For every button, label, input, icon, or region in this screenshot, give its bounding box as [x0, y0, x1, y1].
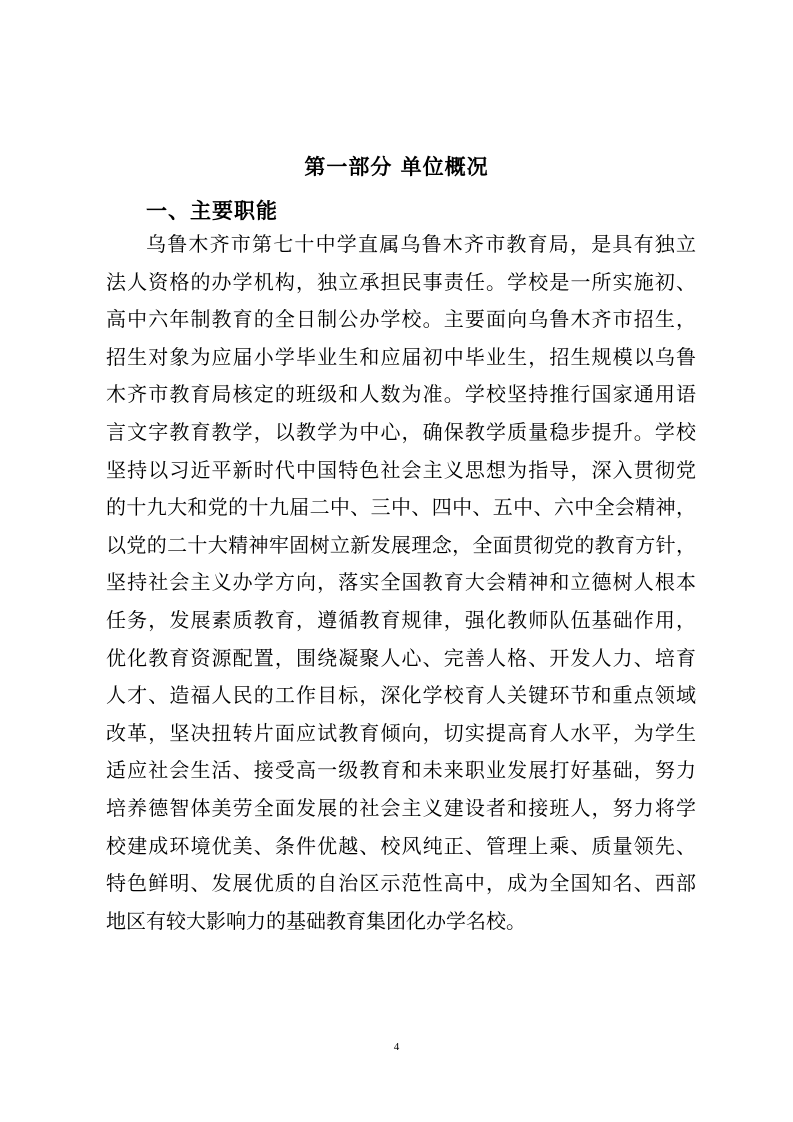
body-paragraph [106, 226, 696, 940]
body-line: 优化教育资源配置，围绕凝聚人心、完善人格、开发人力、培育 [106, 645, 696, 670]
body-line: 坚持社会主义办学方向，落实全国教育大会精神和立德树人根本 [106, 570, 696, 595]
body-line: 特色鲜明、发展优质的自治区示范性高中，成为全国知名、西部 [106, 871, 696, 896]
body-line: 的十九大和党的十九届二中、三中、四中、五中、六中全会精神， [106, 495, 696, 520]
body-line: 言文字教育教学，以教学为中心，确保教学质量稳步提升。学校 [106, 419, 696, 444]
body-line: 任务，发展素质教育，遵循教育规律，强化教师队伍基础作用， [106, 607, 696, 632]
body-line: 人才、造福人民的工作目标，深化学校育人关键环节和重点领域 [106, 683, 696, 708]
body-line: 招生对象为应届小学毕业生和应届初中毕业生，招生规模以乌鲁 [106, 344, 696, 369]
body-line: 适应社会生活、接受高一级教育和未来职业发展打好基础，努力 [106, 758, 696, 783]
body-line: 培养德智体美劳全面发展的社会主义建设者和接班人，努力将学 [106, 795, 696, 820]
body-line: 乌鲁木齐市第七十中学直属乌鲁木齐市教育局，是具有独立 [146, 232, 696, 256]
body-line: 以党的二十大精神牢固树立新发展理念，全面贯彻党的教育方针， [106, 532, 696, 557]
body-line: 高中六年制教育的全日制公办学校。主要面向乌鲁木齐市招生， [106, 307, 696, 332]
part-title: 第一部分 单位概况 [304, 155, 489, 179]
body-line: 校建成环境优美、条件优越、校风纯正、管理上乘、质量领先、 [106, 833, 696, 858]
section-heading: 一、主要职能 [146, 199, 278, 223]
page-number: 4 [393, 1041, 400, 1053]
body-line: 坚持以习近平新时代中国特色社会主义思想为指导，深入贯彻党 [106, 457, 696, 482]
body-line: 改革，坚决扭转片面应试教育倾向，切实提高育人水平，为学生 [106, 720, 696, 745]
body-line: 法人资格的办学机构，独立承担民事责任。学校是一所实施初、 [106, 269, 696, 294]
body-line: 地区有较大影响力的基础教育集团化办学名校。 [106, 908, 526, 933]
body-line: 木齐市教育局核定的班级和人数为准。学校坚持推行国家通用语 [106, 382, 696, 407]
